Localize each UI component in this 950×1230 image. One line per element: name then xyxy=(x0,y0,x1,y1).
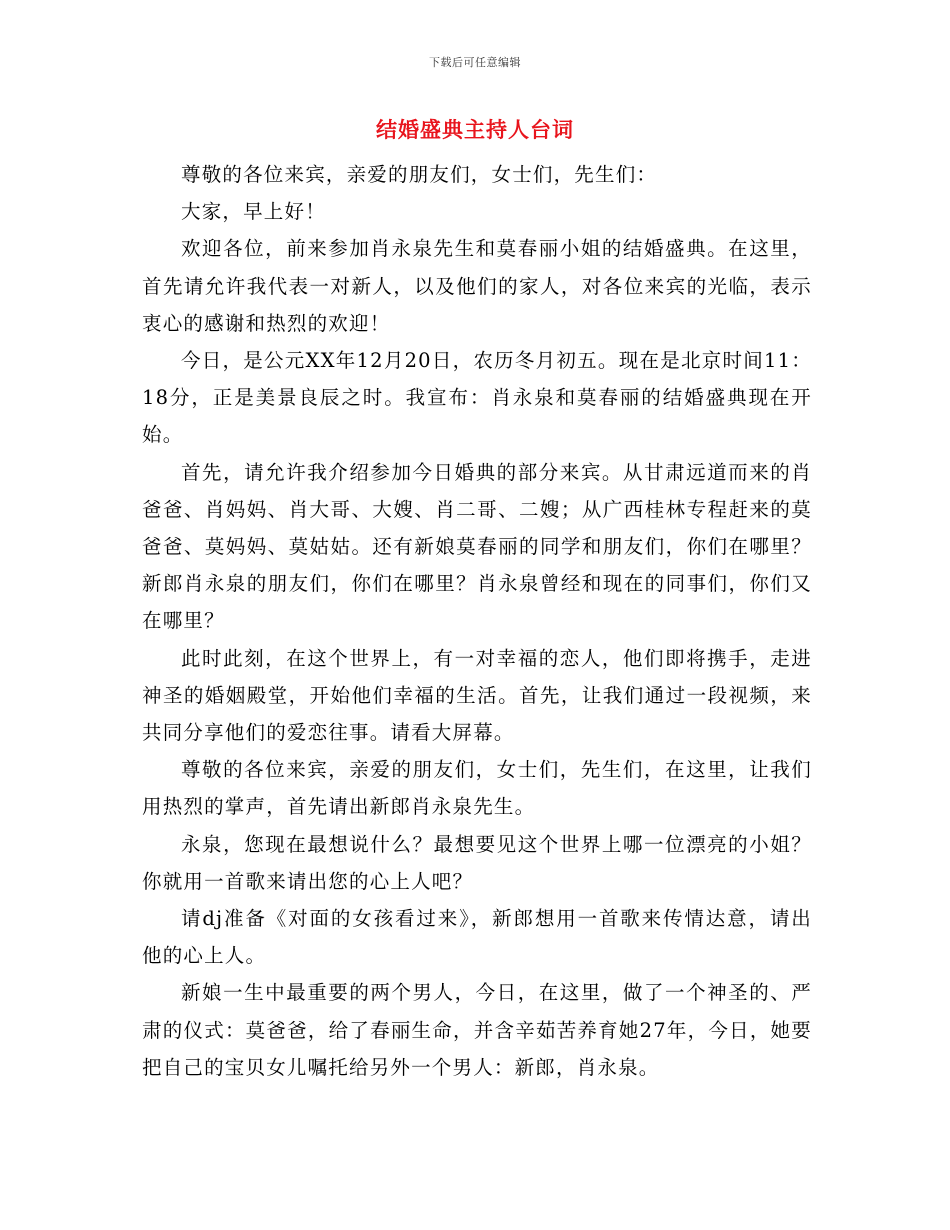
paragraph: 请dj准备《对面的女孩看过来》，新郎想用一首歌来传情达意，请出他的心上人。 xyxy=(142,907,812,968)
header-note: 下载后可任意编辑 xyxy=(429,56,521,69)
paragraph: 首先，请允许我介绍参加今日婚典的部分来宾。从甘肃远道而来的肖爸爸、肖妈妈、肖大哥、大嫂、肖二哥、二嫂；从广西桂林专程赶来的莫爸爸、莫妈妈、莫姑姑。还有新娘莫春丽的同学和朋友们，你们在哪里？新郎肖永泉的朋友们，你们在哪里？肖永泉曾经和现在的同事们，你们又在哪里？ xyxy=(142,460,812,633)
paragraph: 此时此刻，在这个世界上，有一对幸福的恋人，他们即将携手，走进神圣的婚姻殿堂，开始他们幸福的生活。首先，让我们通过一段视频，来共同分享他们的爱恋往事。请看大屏幕。 xyxy=(142,646,812,745)
document-body xyxy=(142,156,812,1086)
paragraph: 欢迎各位，前来参加肖永泉先生和莫春丽小姐的结婚盛典。在这里，首先请允许我代表一对新人，以及他们的家人，对各位来宾的光临，表示衷心的感谢和热烈的欢迎！ xyxy=(142,237,812,335)
paragraph: 大家，早上好！ xyxy=(181,200,326,224)
paragraph: 尊敬的各位来宾，亲爱的朋友们，女士们，先生们： xyxy=(181,163,658,186)
paragraph: 新娘一生中最重要的两个男人，今日，在这里，做了一个神圣的、严肃的仪式：莫爸爸，给了春丽生命，并含辛茹苦养育她27年，今日，她要把自己的宝贝女儿嘱托给另外一个男人：新郎，肖永泉。 xyxy=(142,981,812,1079)
paragraph: 永泉，您现在最想说什么？最想要见这个世界上哪一位漂亮的小姐？你就用一首歌来请出您的心上人吧？ xyxy=(142,832,812,893)
document-title: 结婚盛典主持人台词 xyxy=(376,117,574,142)
paragraph: 今日，是公元XX年12月20日，农历冬月初五。现在是北京时间11：18分，正是美景良辰之时。我宣布：肖永泉和莫春丽的结婚盛典现在开始。 xyxy=(142,349,812,447)
paragraph: 尊敬的各位来宾，亲爱的朋友们，女士们，先生们，在这里，让我们用热烈的掌声，首先请出新郎肖永泉先生。 xyxy=(142,758,812,819)
